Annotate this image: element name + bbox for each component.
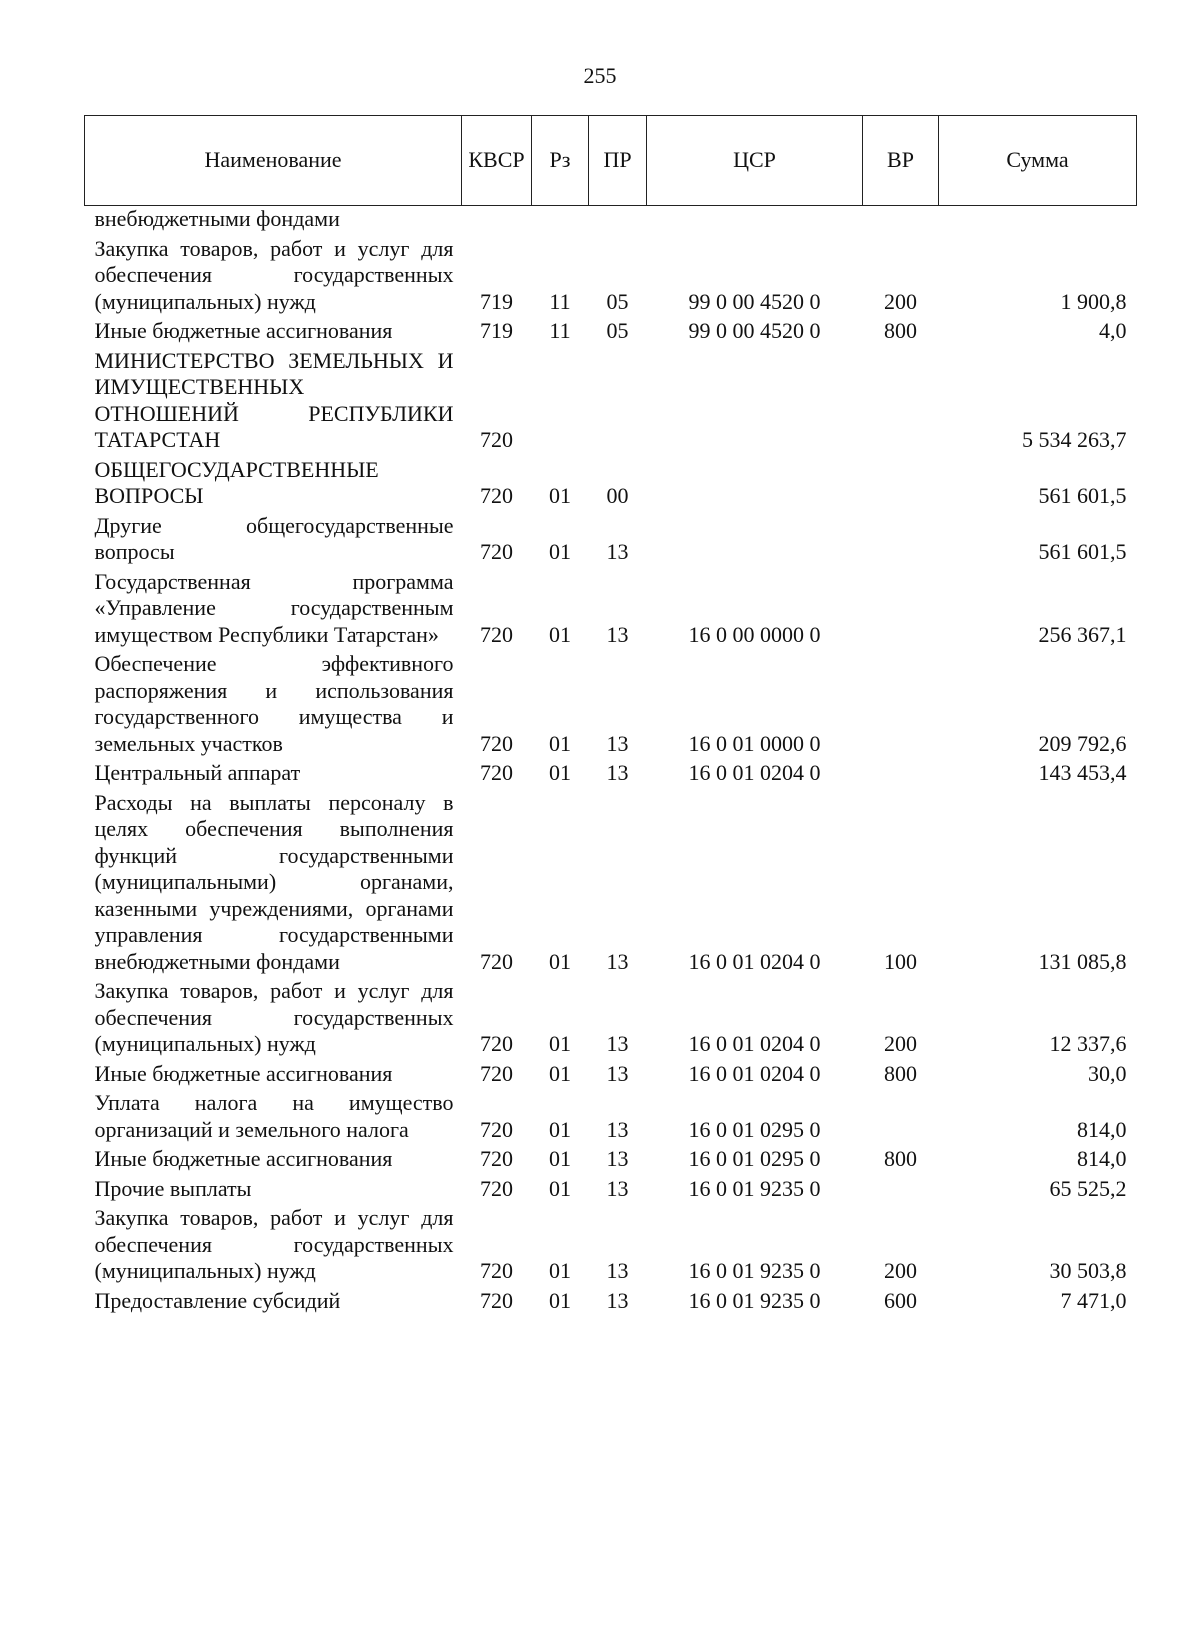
cell-rz: 01: [549, 1258, 571, 1283]
cell-sum: 4,0: [1099, 318, 1127, 343]
cell-csr: 16 0 01 0204 0: [688, 1060, 821, 1086]
cell-kvsr: 720: [480, 1031, 513, 1056]
table-row: [85, 1143, 1137, 1173]
cell-kvsr: 720: [480, 1287, 513, 1313]
cell-vr: 800: [884, 1060, 917, 1086]
cell-kvsr: 720: [480, 730, 513, 756]
cell-vr: [863, 648, 939, 757]
cell-pr: 13: [606, 1060, 629, 1086]
header-vr: ВР: [863, 116, 939, 206]
table-row: [85, 566, 1137, 649]
cell-csr: 99 0 00 4520 0: [688, 318, 821, 343]
cell-name: Иные бюджетные ассигнования: [94, 1060, 393, 1086]
cell-vr: 200: [884, 1258, 917, 1283]
cell-kvsr: 719: [480, 318, 513, 343]
cell-pr: 13: [606, 1031, 629, 1056]
cell-kvsr: 720: [480, 539, 513, 564]
table-row: [85, 1202, 1137, 1285]
cell-csr: 16 0 01 9235 0: [688, 1175, 821, 1201]
header-name: Наименование: [85, 116, 462, 206]
cell-kvsr: 720: [480, 483, 513, 508]
cell-name: Прочие выплаты: [94, 1175, 252, 1201]
table-row: [85, 975, 1137, 1058]
cell-csr: 16 0 01 0000 0: [688, 730, 821, 756]
cell-sum: 143 453,4: [1038, 760, 1127, 785]
cell-name: Иные бюджетные ассигнования: [94, 318, 393, 343]
cell-rz: 01: [549, 483, 571, 508]
cell-rz: 01: [549, 1060, 571, 1086]
table-header-row: [85, 116, 1137, 206]
cell-rz: 11: [549, 288, 571, 314]
cell-rz: 01: [549, 1287, 571, 1313]
cell-kvsr: 720: [480, 1060, 513, 1086]
cell-vr: [863, 454, 939, 510]
cell-csr: [647, 510, 863, 566]
cell-rz: 01: [549, 730, 571, 756]
table-row: [85, 454, 1137, 510]
cell-pr: 13: [606, 1258, 629, 1283]
cell-rz: 01: [549, 621, 571, 647]
cell-pr: 13: [606, 760, 629, 785]
cell-sum: 12 337,6: [1049, 1031, 1127, 1056]
cell-csr: 16 0 01 0204 0: [688, 948, 821, 974]
cell-sum: 561 601,5: [1038, 483, 1127, 508]
cell-kvsr: 720: [480, 1146, 513, 1171]
cell-pr: 13: [606, 730, 629, 756]
cell-name: Закупка товаров, работ и услуг для обеспечения государственных (муниципальных) нужд: [94, 978, 454, 1056]
table-body: [85, 206, 1137, 1315]
table-row: [85, 510, 1137, 566]
cell-vr: 600: [884, 1287, 917, 1313]
cell-kvsr: 720: [480, 621, 513, 647]
cell-sum: 5 534 263,7: [1022, 427, 1127, 452]
cell-pr: 13: [606, 1116, 629, 1142]
cell-name: Закупка товаров, работ и услуг для обеспечения государственных (муниципальных) нужд: [94, 235, 454, 314]
cell-rz: 01: [549, 1031, 571, 1056]
cell-name: Государственная программа «Управление государственным имуществом Республики Татарстан»: [94, 568, 454, 647]
cell-sum: 131 085,8: [1038, 948, 1127, 974]
cell-csr: 16 0 01 9235 0: [688, 1258, 821, 1283]
cell-kvsr: 720: [480, 948, 513, 974]
header-rz: Рз: [532, 116, 589, 206]
page-number: 255: [583, 63, 617, 88]
cell-pr: 05: [606, 318, 629, 343]
cell-csr: [647, 206, 863, 233]
cell-pr: 05: [606, 288, 629, 314]
table-row: [85, 1058, 1137, 1088]
cell-name: внебюджетными фондами: [94, 206, 340, 231]
cell-sum: 814,0: [1077, 1146, 1127, 1171]
cell-sum: 7 471,0: [1060, 1287, 1127, 1313]
cell-name: Другие общегосударственные вопросы: [94, 512, 454, 564]
cell-csr: 16 0 01 0295 0: [688, 1116, 821, 1142]
cell-kvsr: 720: [480, 760, 513, 785]
cell-pr: 13: [606, 1287, 629, 1313]
cell-vr: [863, 345, 939, 454]
cell-sum: 65 525,2: [1049, 1175, 1127, 1201]
cell-sum: 814,0: [1077, 1116, 1127, 1142]
cell-rz: 01: [549, 1175, 571, 1201]
cell-sum: 30,0: [1088, 1060, 1127, 1086]
table-row: [85, 757, 1137, 787]
cell-csr: 16 0 01 0295 0: [688, 1146, 821, 1171]
cell-rz: [532, 206, 589, 233]
cell-name: МИНИСТЕРСТВО ЗЕМЕЛЬНЫХ И ИМУЩЕСТВЕННЫХ ОТНОШЕНИЙ РЕСПУБЛИКИ ТАТАРСТАН: [94, 347, 454, 452]
cell-csr: [647, 454, 863, 510]
table-row: [85, 206, 1137, 233]
cell-rz: 01: [549, 1116, 571, 1142]
table-row: [85, 345, 1137, 454]
cell-rz: 01: [549, 948, 571, 974]
cell-csr: 16 0 00 0000 0: [688, 621, 821, 647]
table-row: [85, 648, 1137, 757]
cell-vr: [863, 1087, 939, 1143]
cell-vr: 200: [884, 288, 917, 314]
cell-vr: 200: [884, 1031, 917, 1056]
cell-name: Расходы на выплаты персоналу в целях обеспечения выполнения функций государственными (муниципальными) органами, казенными учреждениями, органами управления государственными внебюджетными фондами: [94, 789, 454, 974]
cell-pr: 13: [606, 621, 629, 647]
cell-csr: 16 0 01 9235 0: [688, 1287, 821, 1313]
cell-name: Иные бюджетные ассигнования: [94, 1146, 393, 1171]
cell-vr: [863, 1173, 939, 1203]
cell-kvsr: 720: [480, 1258, 513, 1283]
table-row: [85, 315, 1137, 345]
header-sum: Сумма: [939, 116, 1137, 206]
cell-rz: 01: [549, 1146, 571, 1171]
cell-vr: [863, 206, 939, 233]
cell-vr: [863, 757, 939, 787]
cell-kvsr: [462, 206, 532, 233]
cell-csr: 16 0 01 0204 0: [688, 1031, 821, 1056]
budget-table: [84, 115, 1137, 1314]
table-row: [85, 1087, 1137, 1143]
cell-name: Центральный аппарат: [94, 760, 301, 785]
header-pr: ПР: [589, 116, 647, 206]
cell-vr: [863, 566, 939, 649]
cell-rz: 01: [549, 760, 571, 785]
cell-rz: 01: [549, 539, 571, 564]
table-row: [85, 1285, 1137, 1315]
header-csr: ЦСР: [647, 116, 863, 206]
cell-kvsr: 719: [480, 288, 513, 314]
cell-name: Закупка товаров, работ и услуг для обеспечения государственных (муниципальных) нужд: [94, 1205, 454, 1283]
cell-kvsr: 720: [480, 427, 513, 452]
cell-vr: 800: [884, 318, 917, 343]
header-kvsr: КВСР: [462, 116, 532, 206]
cell-rz: [532, 345, 589, 454]
cell-pr: [589, 206, 647, 233]
cell-csr: 99 0 00 4520 0: [688, 288, 821, 314]
table-row: [85, 1173, 1137, 1203]
cell-pr: 00: [606, 483, 629, 508]
cell-sum: 209 792,6: [1038, 730, 1127, 756]
cell-vr: 800: [884, 1146, 917, 1171]
cell-vr: 100: [884, 948, 917, 974]
cell-kvsr: 720: [480, 1116, 513, 1142]
cell-rz: 11: [549, 318, 571, 343]
cell-pr: 13: [606, 1146, 629, 1171]
cell-name: Уплата налога на имущество организаций и земельного налога: [94, 1090, 454, 1142]
cell-pr: 13: [606, 539, 629, 564]
cell-kvsr: 720: [480, 1175, 513, 1201]
table-row: [85, 787, 1137, 976]
cell-pr: [589, 345, 647, 454]
cell-vr: [863, 510, 939, 566]
cell-sum: 30 503,8: [1049, 1258, 1127, 1283]
cell-csr: 16 0 01 0204 0: [688, 760, 821, 785]
cell-sum: 561 601,5: [1038, 539, 1127, 564]
cell-name: Обеспечение эффективного распоряжения и использования государственного имущества и земельных участков: [94, 651, 454, 756]
cell-pr: 13: [606, 948, 629, 974]
cell-name: ОБЩЕГОСУДАРСТВЕННЫЕ ВОПРОСЫ: [94, 456, 379, 508]
cell-sum: [939, 206, 1137, 233]
cell-sum: 256 367,1: [1038, 621, 1127, 647]
table-row: [85, 233, 1137, 316]
cell-csr: [647, 345, 863, 454]
cell-pr: 13: [606, 1175, 629, 1201]
cell-name: Предоставление субсидий: [94, 1287, 341, 1313]
cell-sum: 1 900,8: [1060, 288, 1127, 314]
